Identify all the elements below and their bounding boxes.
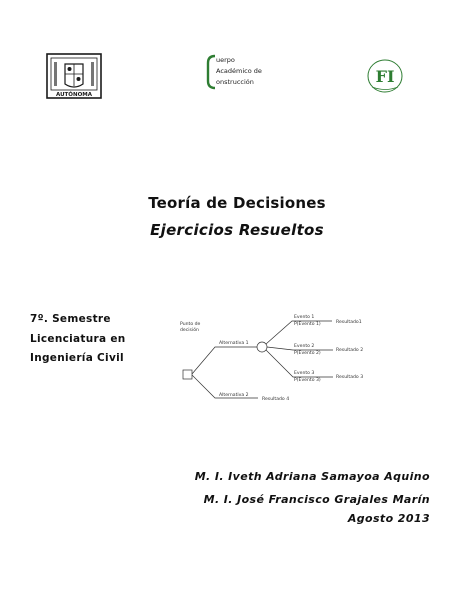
author-1: M. I. Iveth Adriana Samayoa Aquino <box>194 470 430 483</box>
event1-prob: P(Evento 1) <box>294 322 321 327</box>
fi-faculty-logo <box>366 58 404 94</box>
career-line-1: Licenciatura en <box>30 333 126 345</box>
cac-line-2: Académico de <box>216 67 262 75</box>
career-line-2: Ingeniería Civil <box>30 352 124 364</box>
result4-label: Resultado 4 <box>262 397 290 402</box>
document-subtitle: Ejercicios Resueltos <box>150 221 324 239</box>
event3-label: Evento 3 <box>294 371 315 376</box>
decision-point-label-2: decisión <box>180 328 199 333</box>
cac-line-3: onstrucción <box>216 78 254 86</box>
event2-prob: P(Evento 2) <box>294 351 321 356</box>
decision-node <box>183 370 192 379</box>
decision-tree-diagram <box>170 308 420 410</box>
chance-node <box>257 342 267 352</box>
result1-label: Resultado1 <box>336 320 362 325</box>
decision-point-label-1: Punto de <box>180 322 201 327</box>
result3-label: Resultado 3 <box>336 375 364 380</box>
document-title: Teoría de Decisiones <box>148 194 326 212</box>
seal-base-text: AUTÓNOMA <box>56 92 92 98</box>
event1-label: Evento 1 <box>294 315 315 320</box>
alt1-label: Alternativa 1 <box>219 341 249 346</box>
event2-label: Evento 2 <box>294 344 315 349</box>
university-seal-logo <box>45 52 103 100</box>
semester-label: 7º. Semestre <box>30 313 111 325</box>
alt2-label: Alternativa 2 <box>219 393 249 398</box>
event3-prob: P(Evento 3) <box>294 378 321 383</box>
cac-line-1: uerpo <box>216 56 235 64</box>
result2-label: Resultado 2 <box>336 348 364 353</box>
author-2: M. I. José Francisco Grajales Marín <box>203 493 430 506</box>
fi-letters: FI <box>375 67 395 86</box>
alt1-branch <box>192 347 257 374</box>
cuerpo-academico-logo <box>205 54 285 90</box>
document-date: Agosto 2013 <box>347 512 430 525</box>
